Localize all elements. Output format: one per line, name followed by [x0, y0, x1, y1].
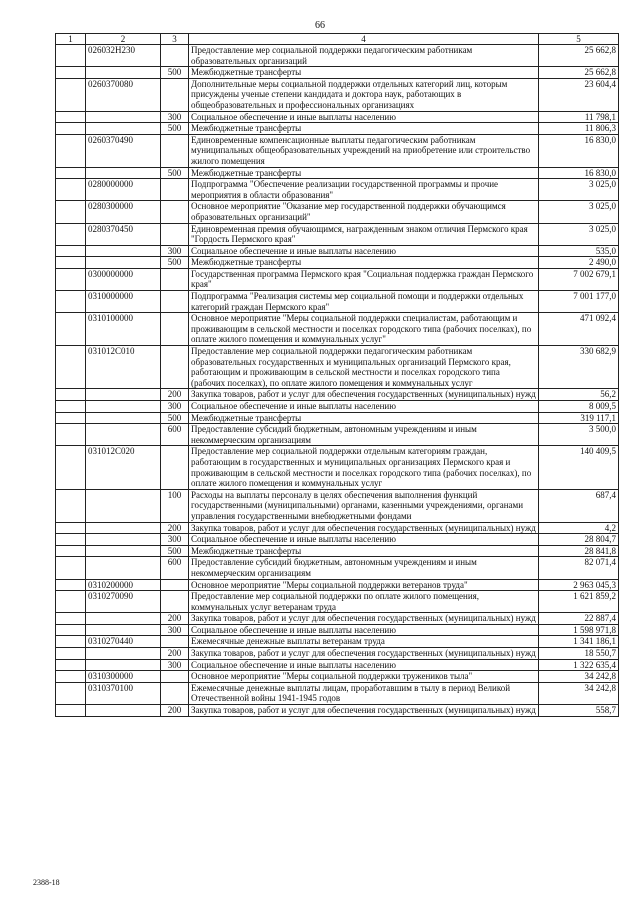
cell-target-code [86, 545, 161, 557]
cell-target-code [86, 123, 161, 135]
cell-description: Межбюджетные трансферты [189, 67, 539, 79]
cell-amount: 23 604,4 [539, 78, 619, 111]
cell-target-code: 031012С020 [86, 446, 161, 489]
cell-col-1 [56, 78, 86, 111]
header-col-1: 1 [56, 34, 86, 45]
cell-amount: 4,2 [539, 522, 619, 534]
cell-target-code [86, 648, 161, 660]
cell-description: Ежемесячные денежные выплаты ветеранам труда [189, 636, 539, 648]
cell-description: Межбюджетные трансферты [189, 123, 539, 135]
cell-col-1 [56, 534, 86, 546]
table-row [56, 78, 619, 111]
cell-col-1 [56, 545, 86, 557]
table-row [56, 123, 619, 135]
cell-col-1 [56, 245, 86, 257]
table-row [56, 268, 619, 290]
cell-description: Межбюджетные трансферты [189, 257, 539, 269]
table-row [56, 179, 619, 201]
cell-description: Социальное обеспечение и иные выплаты населению [189, 245, 539, 257]
cell-col-1 [56, 489, 86, 522]
cell-amount: 7 002 679,1 [539, 268, 619, 290]
cell-description: Межбюджетные трансферты [189, 412, 539, 424]
cell-description: Социальное обеспечение и иные выплаты населению [189, 534, 539, 546]
cell-col-1 [56, 45, 86, 67]
cell-target-code: 0260370080 [86, 78, 161, 111]
cell-description: Социальное обеспечение и иные выплаты населению [189, 111, 539, 123]
cell-amount: 1 598 971,8 [539, 624, 619, 636]
cell-expense-type [161, 291, 189, 313]
table-row [56, 424, 619, 446]
cell-amount: 1 322 635,4 [539, 659, 619, 671]
table-row [56, 67, 619, 79]
cell-description: Основное мероприятие "Меры социальной поддержки тружеников тыла" [189, 671, 539, 683]
cell-amount: 34 242,8 [539, 671, 619, 683]
cell-col-1 [56, 389, 86, 401]
cell-target-code: 0280000000 [86, 179, 161, 201]
cell-target-code [86, 167, 161, 179]
cell-expense-type [161, 223, 189, 245]
budget-table-wrap [55, 33, 619, 717]
cell-target-code [86, 705, 161, 717]
table-row [56, 671, 619, 683]
cell-amount: 25 662,8 [539, 67, 619, 79]
table-row [56, 45, 619, 67]
cell-amount: 687,4 [539, 489, 619, 522]
table-row [56, 648, 619, 660]
cell-col-1 [56, 591, 86, 613]
cell-expense-type: 200 [161, 389, 189, 401]
cell-col-1 [56, 111, 86, 123]
cell-col-1 [56, 682, 86, 704]
cell-target-code [86, 534, 161, 546]
table-row [56, 412, 619, 424]
cell-amount: 34 242,8 [539, 682, 619, 704]
cell-target-code [86, 257, 161, 269]
cell-expense-type: 600 [161, 424, 189, 446]
cell-col-1 [56, 201, 86, 223]
cell-expense-type: 500 [161, 123, 189, 135]
header-col-2: 2 [86, 34, 161, 45]
cell-amount: 535,0 [539, 245, 619, 257]
table-header [56, 34, 619, 45]
cell-col-1 [56, 401, 86, 413]
cell-description: Государственная программа Пермского края "Социальная поддержка граждан Пермского края" [189, 268, 539, 290]
cell-target-code [86, 401, 161, 413]
cell-description: Закупка товаров, работ и услуг для обеспечения государственных (муниципальных) нужд [189, 522, 539, 534]
cell-target-code [86, 659, 161, 671]
cell-col-1 [56, 223, 86, 245]
cell-col-1 [56, 412, 86, 424]
cell-target-code [86, 245, 161, 257]
cell-amount: 3 500,0 [539, 424, 619, 446]
cell-col-1 [56, 67, 86, 79]
cell-amount: 3 025,0 [539, 201, 619, 223]
cell-expense-type: 500 [161, 545, 189, 557]
cell-target-code: 0280300000 [86, 201, 161, 223]
table-row [56, 591, 619, 613]
table-row [56, 522, 619, 534]
cell-col-1 [56, 636, 86, 648]
cell-expense-type [161, 636, 189, 648]
cell-target-code [86, 389, 161, 401]
cell-expense-type: 500 [161, 412, 189, 424]
cell-expense-type: 300 [161, 534, 189, 546]
header-col-5: 5 [539, 34, 619, 45]
cell-target-code [86, 412, 161, 424]
cell-target-code: 0310370100 [86, 682, 161, 704]
cell-amount: 3 025,0 [539, 223, 619, 245]
cell-expense-type [161, 268, 189, 290]
cell-target-code [86, 489, 161, 522]
cell-expense-type [161, 579, 189, 591]
cell-expense-type: 200 [161, 648, 189, 660]
cell-col-1 [56, 257, 86, 269]
cell-description: Единовременная премия обучающимся, награжденным знаком отличия Пермского края "Гордость Пермского края" [189, 223, 539, 245]
cell-target-code: 0310000000 [86, 291, 161, 313]
cell-col-1 [56, 671, 86, 683]
cell-description: Социальное обеспечение и иные выплаты населению [189, 624, 539, 636]
cell-description: Межбюджетные трансферты [189, 545, 539, 557]
cell-target-code [86, 624, 161, 636]
table-row [56, 624, 619, 636]
cell-amount: 16 830,0 [539, 134, 619, 167]
page-number: 66 [315, 20, 325, 31]
header-row [56, 34, 619, 45]
cell-target-code: 0310200000 [86, 579, 161, 591]
cell-description: Предоставление мер социальной поддержки отдельным категориям граждан, работающим в государственных и муниципальных организациях Пермского края и проживающим в сельской местности и поселках городского типа (рабочих поселках), по оплате жилого помещения и коммунальных услуг [189, 446, 539, 489]
table-row [56, 245, 619, 257]
cell-expense-type: 300 [161, 245, 189, 257]
cell-description: Предоставление мер социальной поддержки педагогическим работникам образовательных организаций [189, 45, 539, 67]
cell-description: Социальное обеспечение и иные выплаты населению [189, 659, 539, 671]
cell-expense-type: 300 [161, 111, 189, 123]
cell-col-1 [56, 624, 86, 636]
cell-target-code [86, 67, 161, 79]
table-row [56, 613, 619, 625]
cell-description: Закупка товаров, работ и услуг для обеспечения государственных (муниципальных) нужд [189, 613, 539, 625]
table-row [56, 223, 619, 245]
cell-col-1 [56, 268, 86, 290]
cell-description: Закупка товаров, работ и услуг для обеспечения государственных (муниципальных) нужд [189, 648, 539, 660]
table-body [56, 45, 619, 717]
cell-description: Социальное обеспечение и иные выплаты населению [189, 401, 539, 413]
cell-target-code: 0280370450 [86, 223, 161, 245]
cell-expense-type: 300 [161, 401, 189, 413]
table-row [56, 705, 619, 717]
cell-target-code: 0310270440 [86, 636, 161, 648]
cell-expense-type: 300 [161, 659, 189, 671]
cell-amount: 28 804,7 [539, 534, 619, 546]
table-row [56, 389, 619, 401]
budget-table [55, 33, 619, 717]
table-row [56, 446, 619, 489]
cell-target-code: 0260370490 [86, 134, 161, 167]
cell-amount: 140 409,5 [539, 446, 619, 489]
cell-col-1 [56, 579, 86, 591]
cell-target-code: 0310300000 [86, 671, 161, 683]
cell-amount: 330 682,9 [539, 346, 619, 389]
cell-col-1 [56, 179, 86, 201]
table-row [56, 659, 619, 671]
cell-target-code: 0300000000 [86, 268, 161, 290]
cell-target-code: 026032H230 [86, 45, 161, 67]
cell-target-code [86, 557, 161, 579]
cell-description: Основное мероприятие "Меры социальной поддержки специалистам, работающим и проживающим в сельской местности и поселках городского типа (рабочих поселках), по оплате жилого помещения и коммунальных услуг" [189, 313, 539, 346]
cell-expense-type: 200 [161, 705, 189, 717]
cell-amount: 8 009,5 [539, 401, 619, 413]
cell-col-1 [56, 446, 86, 489]
table-row [56, 636, 619, 648]
table-row [56, 534, 619, 546]
cell-description: Предоставление субсидий бюджетным, автономным учреждениям и иным некоммерческим организациям [189, 557, 539, 579]
cell-description: Единовременные компенсационные выплаты педагогическим работникам муниципальных общеобразовательных учреждений на приобретение или строительство жилого помещения [189, 134, 539, 167]
table-row [56, 257, 619, 269]
cell-amount: 11 798,1 [539, 111, 619, 123]
cell-amount: 56,2 [539, 389, 619, 401]
cell-target-code [86, 522, 161, 534]
cell-description: Предоставление мер социальной поддержки педагогическим работникам образовательных государственных и муниципальных организаций Пермского края, работающим и проживающим в сельской местности и поселках городского типа (рабочих поселках), по оплате жилого помещения и коммунальных услуг [189, 346, 539, 389]
cell-expense-type: 500 [161, 67, 189, 79]
cell-amount: 11 806,3 [539, 123, 619, 135]
cell-expense-type: 600 [161, 557, 189, 579]
cell-col-1 [56, 705, 86, 717]
cell-amount: 25 662,8 [539, 45, 619, 67]
cell-col-1 [56, 123, 86, 135]
cell-amount: 22 887,4 [539, 613, 619, 625]
table-row [56, 167, 619, 179]
cell-description: Подпрограмма "Реализация системы мер социальной помощи и поддержки отдельных категорий граждан Пермского края" [189, 291, 539, 313]
cell-description: Ежемесячные денежные выплаты лицам, проработавшим в тылу в период Великой Отечественной войны 1941-1945 годов [189, 682, 539, 704]
cell-expense-type: 100 [161, 489, 189, 522]
table-row [56, 111, 619, 123]
cell-col-1 [56, 613, 86, 625]
cell-col-1 [56, 291, 86, 313]
table-row [56, 579, 619, 591]
table-row [56, 682, 619, 704]
table-row [56, 346, 619, 389]
table-row [56, 134, 619, 167]
cell-expense-type [161, 201, 189, 223]
header-col-4: 4 [189, 34, 539, 45]
cell-description: Закупка товаров, работ и услуг для обеспечения государственных (муниципальных) нужд [189, 705, 539, 717]
cell-target-code: 031012С010 [86, 346, 161, 389]
cell-description: Дополнительные меры социальной поддержки отдельных категорий лиц, которым присуждены ученые степени кандидата и доктора наук, работающих в общеобразовательных и профессиональных организациях [189, 78, 539, 111]
cell-target-code [86, 613, 161, 625]
table-row [56, 545, 619, 557]
cell-col-1 [56, 648, 86, 660]
cell-expense-type [161, 134, 189, 167]
cell-amount: 28 841,8 [539, 545, 619, 557]
cell-target-code [86, 424, 161, 446]
cell-target-code: 0310270090 [86, 591, 161, 613]
cell-expense-type [161, 78, 189, 111]
cell-expense-type [161, 313, 189, 346]
cell-amount: 3 025,0 [539, 179, 619, 201]
table-row [56, 557, 619, 579]
table-row [56, 201, 619, 223]
cell-expense-type [161, 671, 189, 683]
cell-description: Подпрограмма "Обеспечение реализации государственной программы и прочие мероприятия в области образования" [189, 179, 539, 201]
cell-expense-type [161, 45, 189, 67]
cell-col-1 [56, 134, 86, 167]
table-row [56, 291, 619, 313]
cell-col-1 [56, 424, 86, 446]
footer-code: 2388-18 [33, 878, 60, 887]
cell-target-code: 0310100000 [86, 313, 161, 346]
cell-target-code [86, 111, 161, 123]
cell-col-1 [56, 167, 86, 179]
cell-amount: 558,7 [539, 705, 619, 717]
cell-expense-type: 300 [161, 624, 189, 636]
cell-amount: 2 963 045,3 [539, 579, 619, 591]
cell-col-1 [56, 346, 86, 389]
cell-col-1 [56, 659, 86, 671]
cell-amount: 7 001 177,0 [539, 291, 619, 313]
cell-description: Предоставление мер социальной поддержки по оплате жилого помещения, коммунальных услуг ветеранам труда [189, 591, 539, 613]
cell-description: Расходы на выплаты персоналу в целях обеспечения выполнения функций государственными (муниципальными) органами, казенными учреждениями, органами управления государственными внебюджетными фондами [189, 489, 539, 522]
header-col-3: 3 [161, 34, 189, 45]
cell-amount: 1 341 186,1 [539, 636, 619, 648]
cell-description: Закупка товаров, работ и услуг для обеспечения государственных (муниципальных) нужд [189, 389, 539, 401]
cell-col-1 [56, 522, 86, 534]
cell-expense-type [161, 446, 189, 489]
cell-amount: 82 071,4 [539, 557, 619, 579]
cell-description: Предоставление субсидий бюджетным, автономным учреждениям и иным некоммерческим организациям [189, 424, 539, 446]
cell-expense-type: 500 [161, 257, 189, 269]
cell-expense-type [161, 682, 189, 704]
cell-description: Основное мероприятие "Меры социальной поддержки ветеранов труда" [189, 579, 539, 591]
cell-description: Основное мероприятие "Оказание мер государственной поддержки обучающимся образовательных организаций" [189, 201, 539, 223]
cell-amount: 2 490,0 [539, 257, 619, 269]
cell-amount: 16 830,0 [539, 167, 619, 179]
cell-description: Межбюджетные трансферты [189, 167, 539, 179]
table-row [56, 313, 619, 346]
table-row [56, 489, 619, 522]
cell-col-1 [56, 557, 86, 579]
cell-expense-type: 200 [161, 522, 189, 534]
cell-expense-type [161, 346, 189, 389]
cell-col-1 [56, 313, 86, 346]
cell-expense-type [161, 591, 189, 613]
cell-expense-type: 200 [161, 613, 189, 625]
cell-expense-type: 500 [161, 167, 189, 179]
cell-amount: 18 550,7 [539, 648, 619, 660]
cell-amount: 319 117,1 [539, 412, 619, 424]
cell-expense-type [161, 179, 189, 201]
cell-amount: 1 621 859,2 [539, 591, 619, 613]
cell-amount: 471 092,4 [539, 313, 619, 346]
table-row [56, 401, 619, 413]
